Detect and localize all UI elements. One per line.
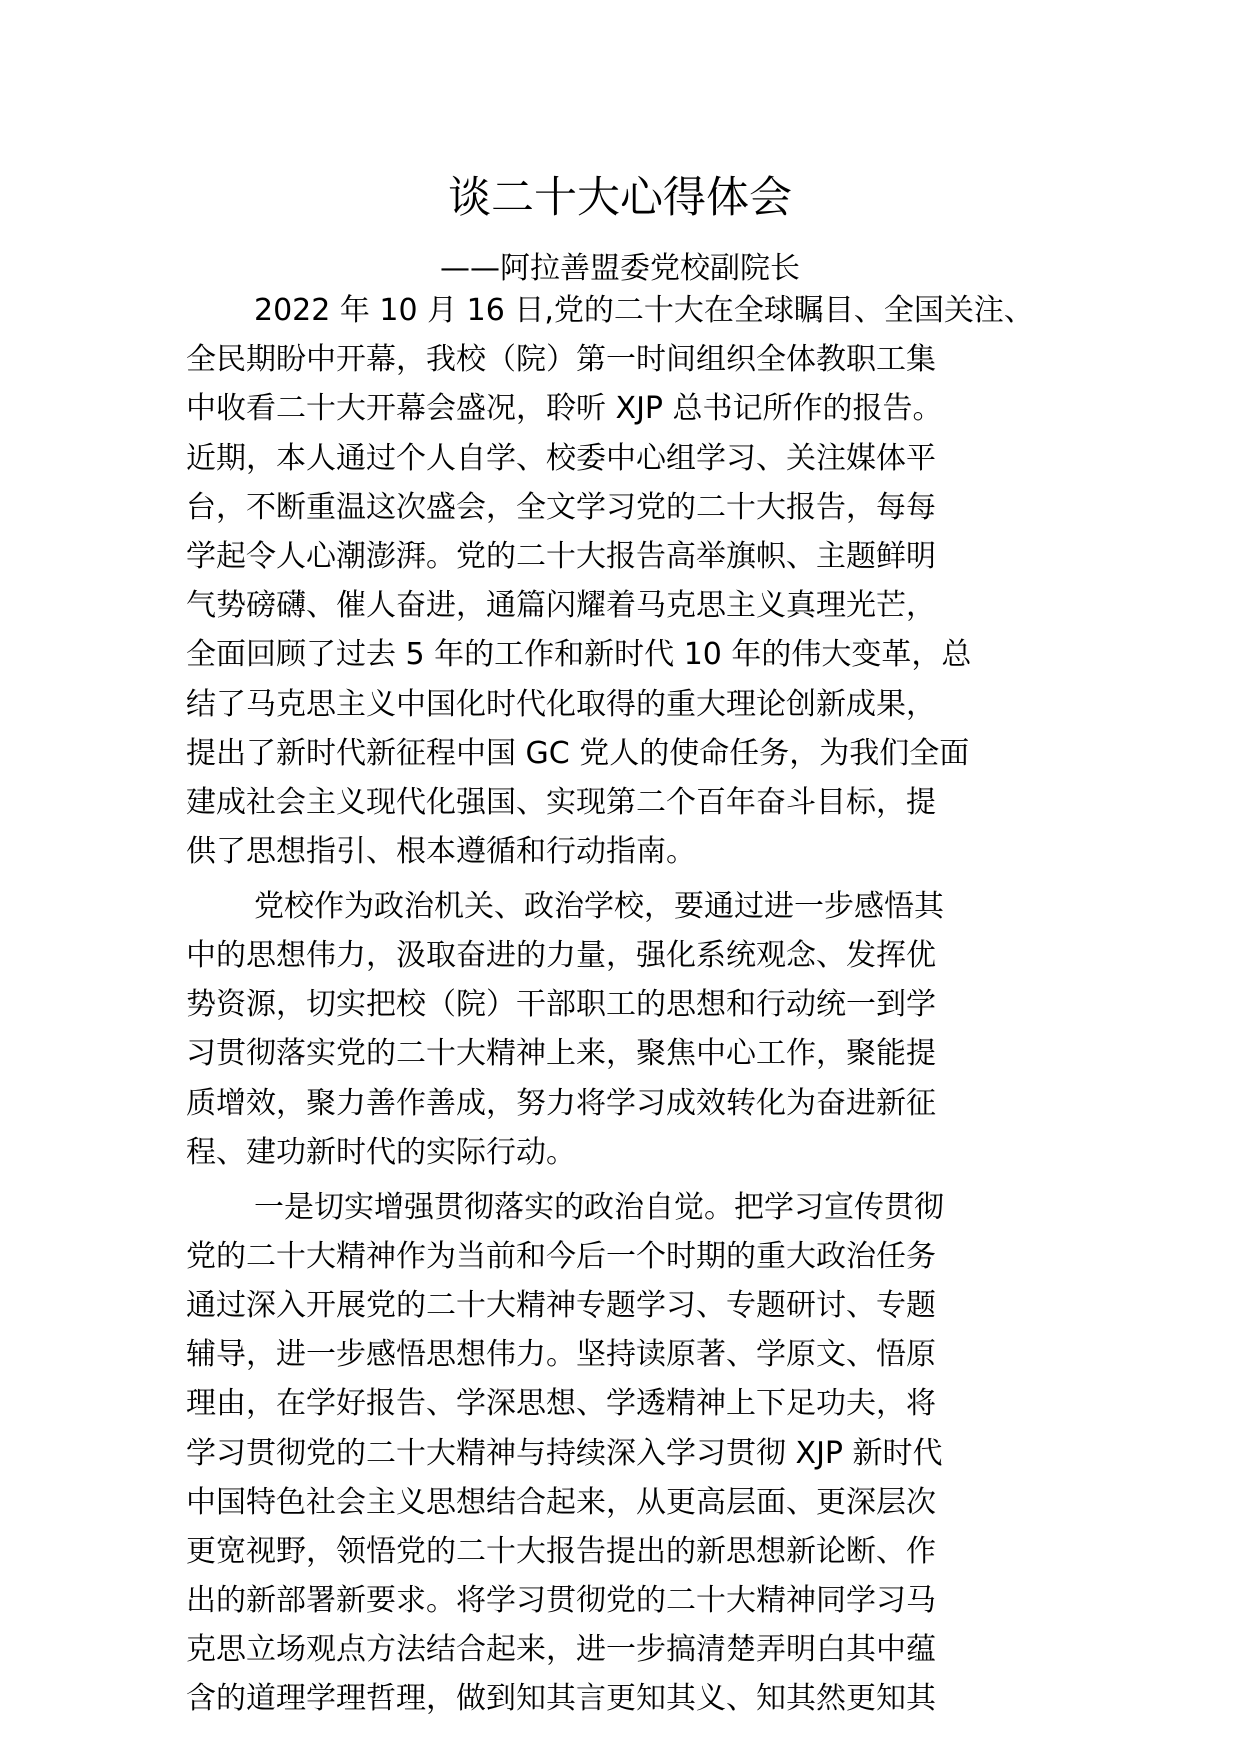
paragraph-line: 党的二十大精神作为当前和今后一个时期的重大政治任务 — [186, 1238, 936, 1274]
document-subtitle: ——阿拉善盟委党校副院长 — [440, 251, 800, 286]
paragraph-line: 出的新部署新要求。将学习贯彻党的二十大精神同学习马 — [186, 1583, 936, 1619]
paragraph-line: 提出了新时代新征程中国 GC 党人的使命任务，为我们全面 — [186, 735, 970, 771]
document-title: 谈二十大心得体会 — [448, 173, 792, 223]
paragraph-line: 习贯彻落实党的二十大精神上来，聚焦中心工作，聚能提 — [186, 1036, 936, 1072]
paragraph-line: 更宽视野，领悟党的二十大报告提出的新思想新论断、作 — [186, 1533, 936, 1569]
paragraph-line: 含的道理学理哲理，做到知其言更知其义、知其然更知其 — [186, 1681, 936, 1717]
paragraph-line: 气势磅礴、催人奋进，通篇闪耀着马克思主义真理光芒， — [186, 588, 936, 624]
paragraph-line: 全面回顾了过去 5 年的工作和新时代 10 年的伟大变革，总 — [186, 637, 972, 673]
paragraph-line: 台，不断重温这次盛会，全文学习党的二十大报告，每每 — [186, 489, 936, 525]
paragraph-line: 近期，本人通过个人自学、校委中心组学习、关注媒体平 — [186, 440, 936, 476]
paragraph-line: 中收看二十大开幕会盛况，聆听 XJP 总书记所作的报告。 — [186, 391, 943, 427]
paragraph-line: 供了思想指引、根本遵循和行动指南。 — [186, 834, 696, 870]
paragraph-line: 一是切实增强贯彻落实的政治自觉。把学习宣传贯彻 — [254, 1189, 944, 1225]
paragraph-line: 2022 年 10 月 16 日,党的二十大在全球瞩目、全国关注、 — [254, 293, 1034, 328]
paragraph-line: 势资源，切实把校（院）干部职工的思想和行动统一到学 — [186, 987, 936, 1023]
paragraph-line: 党校作为政治机关、政治学校，要通过进一步感悟其 — [254, 888, 944, 924]
paragraph-line: 理由，在学好报告、学深思想、学透精神上下足功夫，将 — [186, 1386, 936, 1422]
paragraph-line: 结了马克思主义中国化时代化取得的重大理论创新成果， — [186, 686, 936, 722]
paragraph-line: 学习贯彻党的二十大精神与持续深入学习贯彻 XJP 新时代 — [186, 1435, 943, 1471]
paragraph-line: 辅导，进一步感悟思想伟力。坚持读原著、学原文、悟原 — [186, 1337, 936, 1373]
paragraph-line: 中国特色社会主义思想结合起来，从更高层面、更深层次 — [186, 1484, 936, 1520]
paragraph-line: 中的思想伟力，汲取奋进的力量，强化系统观念、发挥优 — [186, 938, 936, 974]
paragraph-line: 学起令人心潮澎湃。党的二十大报告高举旗帜、主题鲜明 — [186, 538, 936, 574]
paragraph-line: 建成社会主义现代化强国、实现第二个百年奋斗目标，提 — [186, 784, 936, 820]
document-body — [186, 286, 1054, 1724]
paragraph-line: 全民期盼中开幕，我校（院）第一时间组织全体教职工集 — [186, 342, 936, 378]
paragraph-line: 通过深入开展党的二十大精神专题学习、专题研讨、专题 — [186, 1287, 936, 1323]
paragraph-line: 质增效，聚力善作善成，努力将学习成效转化为奋进新征 — [186, 1085, 936, 1121]
paragraph-line: 程、建功新时代的实际行动。 — [186, 1134, 576, 1170]
paragraph-line: 克思立场观点方法结合起来，进一步搞清楚弄明白其中蕴 — [186, 1632, 936, 1668]
